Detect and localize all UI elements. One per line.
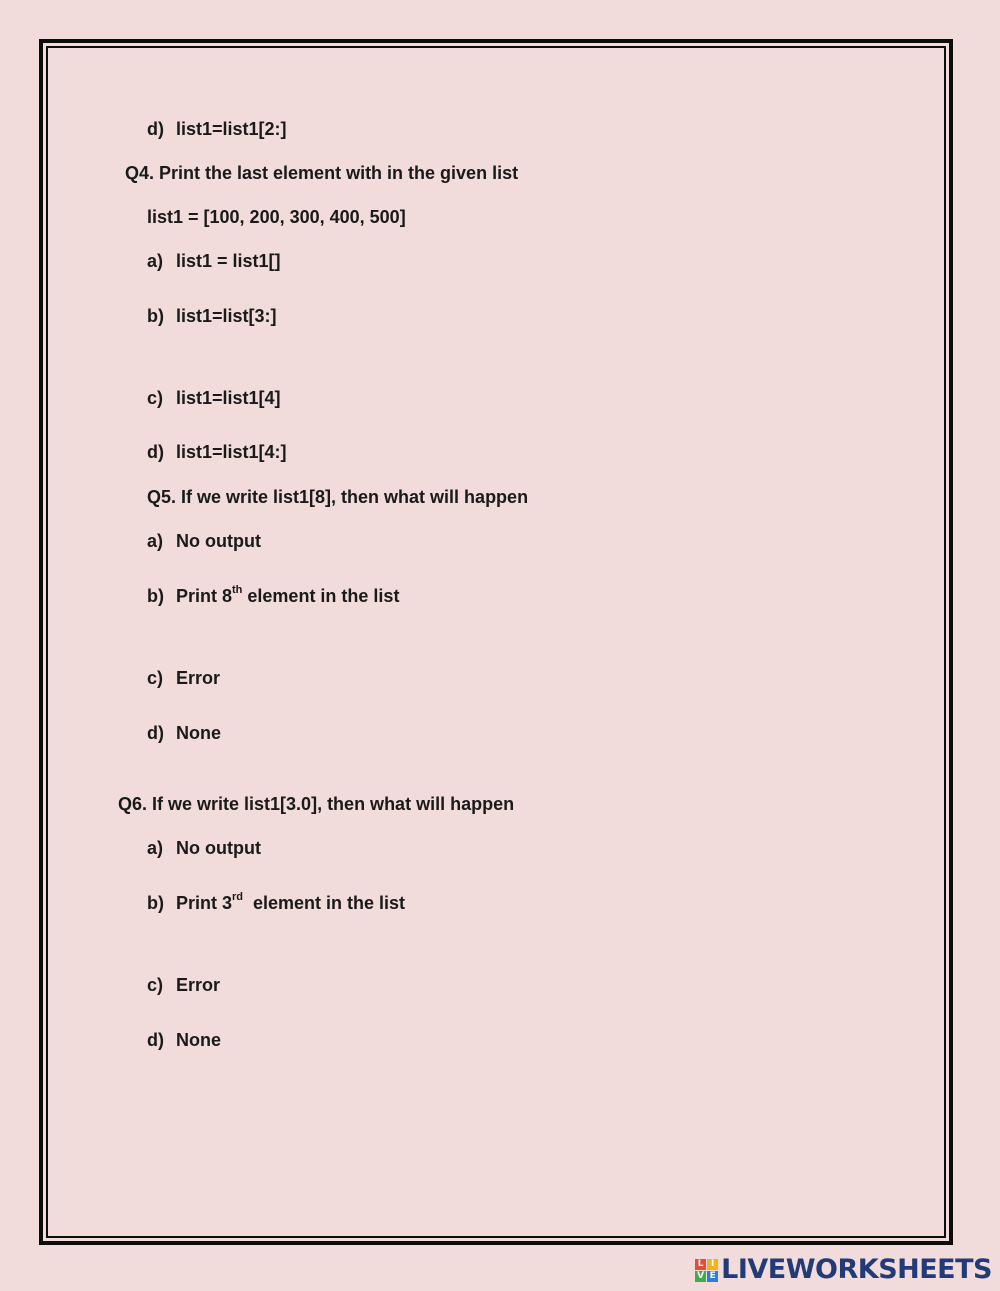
- q6-option-c: [147, 974, 220, 996]
- q4-option-a: [147, 250, 281, 272]
- q6-question: Q6. If we write list1[3.0], then what will happen: [118, 794, 515, 814]
- q5-option-c: [147, 667, 220, 689]
- q5-option-a: [147, 530, 261, 552]
- option-text: list1=list1[4]: [176, 388, 281, 408]
- logo-cell: I: [707, 1259, 718, 1270]
- q4-option-d: [147, 441, 287, 463]
- option-letter: d): [147, 1030, 164, 1050]
- option-text: None: [176, 723, 221, 743]
- option-text: list1=list[3:]: [176, 306, 277, 326]
- option-letter: a): [147, 531, 164, 551]
- q5-question: Q5. If we write list1[8], then what will happen: [147, 487, 529, 507]
- option-text: No output: [176, 838, 261, 858]
- option-text-pre: Print 8: [176, 586, 233, 606]
- liveworksheets-brand: [695, 1255, 992, 1285]
- option-letter: d): [147, 723, 164, 743]
- q6-option-d: [147, 1029, 221, 1051]
- option-text: list1=list1[4:]: [176, 442, 287, 462]
- option-letter: b): [147, 893, 164, 913]
- option-text: list1 = list1[]: [176, 251, 281, 271]
- option-letter: a): [147, 251, 164, 271]
- option-letter: d): [147, 119, 164, 139]
- logo-cell: V: [695, 1271, 706, 1282]
- option-text-post: element in the list: [243, 893, 406, 913]
- logo-cell: E: [707, 1271, 718, 1282]
- liveworksheets-logo-icon: [695, 1259, 718, 1282]
- option-text: None: [176, 1030, 221, 1050]
- option-text: list1=list1[2:]: [176, 119, 287, 139]
- option-letter: b): [147, 586, 164, 606]
- option-letter: b): [147, 306, 164, 326]
- q4-option-b: [147, 305, 277, 327]
- q6-option-b: [147, 892, 405, 914]
- option-text: Error: [176, 668, 221, 688]
- option-letter: d): [147, 442, 164, 462]
- q5-option-b: [147, 585, 399, 607]
- option-text-post: element in the list: [242, 586, 400, 606]
- option-letter: c): [147, 388, 164, 408]
- logo-cell: L: [695, 1259, 706, 1270]
- q4-option-c: [147, 387, 281, 409]
- option-letter: c): [147, 668, 164, 688]
- option-letter: a): [147, 838, 164, 858]
- q5-option-d: [147, 722, 221, 744]
- option-letter: c): [147, 975, 164, 995]
- option-text: No output: [176, 531, 261, 551]
- q4-question: Q4. Print the last element with in the given list: [125, 163, 519, 183]
- option-text-superscript: rd: [232, 891, 244, 903]
- q3-option-d: [147, 118, 287, 140]
- option-text: Error: [176, 975, 221, 995]
- option-text-superscript: th: [232, 584, 243, 596]
- option-text-pre: Print 3: [176, 893, 233, 913]
- q4-code: list1 = [100, 200, 300, 400, 500]: [147, 207, 406, 227]
- brand-name: LIVEWORKSHEETS: [721, 1254, 992, 1285]
- q6-option-a: [147, 837, 261, 859]
